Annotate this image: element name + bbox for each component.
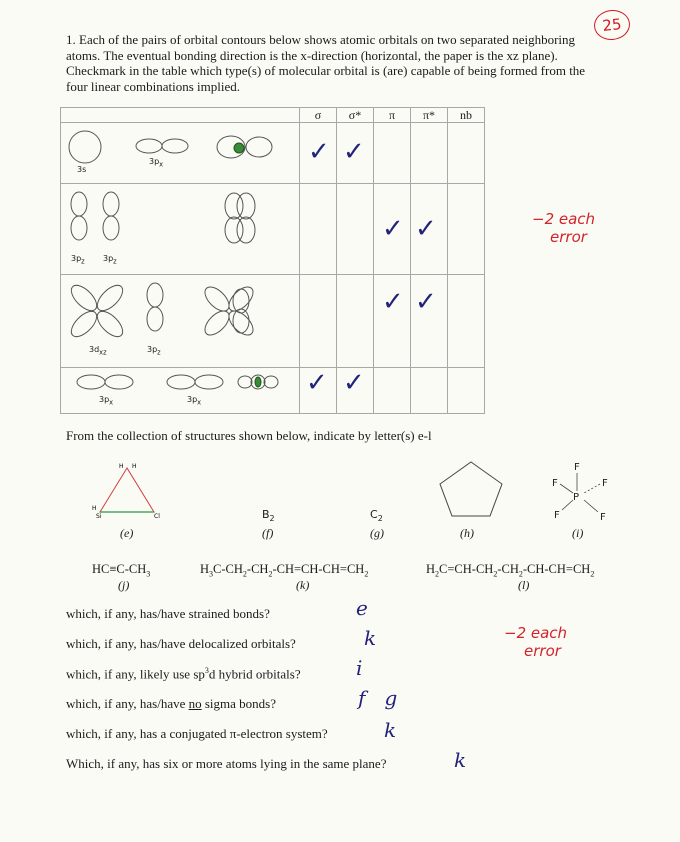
table-row	[61, 368, 485, 414]
structure-k-label: (k)	[296, 578, 310, 592]
header-pi-star: π*	[411, 108, 448, 123]
question-sp3d-hybrid: which, if any, likely use $sp^3d$ hybrid orbitals?	[66, 666, 301, 682]
table-header-blank	[61, 108, 300, 123]
svg-text:H: H	[92, 505, 97, 512]
structure-g-label: (g)	[370, 526, 384, 540]
svg-text:H: H	[132, 463, 137, 470]
structure-f-label: (f)	[262, 526, 274, 540]
question-six-atoms-plane: Which, if any, has six or more atoms lying in the same plane?	[66, 756, 387, 771]
px-px-orbital-diagram	[61, 368, 299, 408]
grading-note: −2 each error	[504, 624, 568, 660]
orbital-diagram-cell	[61, 275, 300, 368]
check-cell[interactable]: ✓	[337, 123, 374, 184]
score-value: 25	[601, 15, 623, 35]
structure-g-formula: $C_2$	[370, 508, 383, 524]
structure-f-formula: $B_2$	[262, 508, 275, 524]
check-cell[interactable]	[374, 368, 411, 414]
question-strained-bonds: which, if any, has/have strained bonds?	[66, 606, 270, 621]
answer-six-atoms-plane: k	[454, 748, 467, 772]
structure-l-formula: $H_2C=CH-CH_2-CH_2-CH-CH=CH_2$	[426, 562, 595, 579]
check-cell[interactable]: ✓	[374, 184, 411, 275]
orbital-label: $3d_{xz}$	[89, 345, 107, 357]
structure-i-pf5	[540, 458, 620, 526]
orbital-label: $3p_x$	[149, 157, 164, 169]
header-sigma-star: σ*	[337, 108, 374, 123]
question-1-text	[66, 32, 606, 94]
check-cell[interactable]	[411, 368, 448, 414]
check-cell[interactable]	[374, 123, 411, 184]
check-cell[interactable]	[448, 184, 485, 275]
question-1-number: 1.	[66, 32, 76, 47]
svg-text:F: F	[600, 512, 606, 523]
header-pi: π	[374, 108, 411, 123]
orbital-diagram-cell	[61, 184, 300, 275]
table-row	[61, 123, 485, 184]
header-nb: nb	[448, 108, 485, 123]
s-px-orbital-diagram	[61, 123, 299, 178]
check-cell[interactable]: ✓	[374, 275, 411, 368]
check-cell[interactable]: ✓	[411, 184, 448, 275]
orbital-label: $3p_z$	[71, 254, 85, 266]
orbital-label: 3s	[77, 165, 87, 174]
table-row	[61, 275, 485, 368]
orbital-label: $3p_z$	[147, 345, 161, 357]
svg-text:F: F	[552, 478, 558, 489]
answer-sp3d-hybrid: i	[356, 656, 363, 680]
check-cell[interactable]	[300, 184, 337, 275]
svg-text:F: F	[602, 478, 608, 489]
question-2-intro: From the collection of structures shown below, indicate by letter(s) e-l	[66, 428, 432, 443]
svg-text:Cl: Cl	[154, 513, 160, 520]
orbital-label: $3p_x$	[187, 395, 202, 407]
structure-e-label: (e)	[120, 526, 134, 540]
question-1-body: Each of the pairs of orbital contours below shows atomic orbitals on two separated neighboring atoms. The eventual bonding direction is the x-direction (horizontal, the paper is the xz plane). Checkmark in the table which type(s) of molecular orbital is (are) capable of being formed from the four linear combinations implied.	[66, 32, 586, 94]
header-sigma: σ	[300, 108, 337, 123]
question-delocalized-orbitals: which, if any, has/have delocalized orbitals?	[66, 636, 296, 651]
table-header-row	[61, 108, 485, 123]
orbital-table	[60, 107, 485, 414]
table-row	[61, 184, 485, 275]
svg-text:Si: Si	[96, 513, 102, 520]
structure-j-label: (j)	[118, 578, 130, 592]
check-cell[interactable]	[337, 184, 374, 275]
answer-no-sigma-bonds: f g	[358, 686, 398, 710]
check-cell[interactable]: ✓	[337, 368, 374, 414]
svg-text:H: H	[119, 463, 124, 470]
structure-h-label: (h)	[460, 526, 474, 540]
check-cell[interactable]	[448, 275, 485, 368]
check-cell[interactable]: ✓	[411, 275, 448, 368]
check-cell[interactable]	[300, 275, 337, 368]
structure-i-label: (i)	[572, 526, 584, 540]
check-cell[interactable]: ✓	[300, 368, 337, 414]
check-cell[interactable]	[448, 368, 485, 414]
structure-l-label: (l)	[518, 578, 530, 592]
answer-delocalized-orbitals: k	[364, 626, 377, 650]
structure-j-formula: $HC\equiv C-CH_3$	[92, 562, 151, 579]
answer-conjugated-pi: k	[384, 718, 397, 742]
pz-pz-orbital-diagram	[61, 184, 299, 269]
svg-text:F: F	[574, 462, 580, 473]
grading-note: −2 each error	[532, 210, 596, 246]
question-no-sigma-bonds: which, if any, has/have no sigma bonds?	[66, 696, 277, 711]
structure-e-triangle	[92, 460, 162, 520]
check-cell[interactable]	[337, 275, 374, 368]
orbital-diagram-cell	[61, 123, 300, 184]
orbital-label: $3p_z$	[103, 254, 117, 266]
question-conjugated-pi: which, if any, has a conjugated π-electron system?	[66, 726, 328, 741]
orbital-diagram-cell	[61, 368, 300, 414]
orbital-label: $3p_x$	[99, 395, 114, 407]
svg-text:P: P	[573, 492, 580, 503]
check-cell[interactable]: ✓	[300, 123, 337, 184]
answer-strained-bonds: e	[356, 596, 368, 620]
structure-k-formula: $H_3C-CH_2-CH_2-CH=CH-CH=CH_2$	[200, 562, 369, 579]
svg-text:F: F	[554, 510, 560, 521]
check-cell[interactable]	[411, 123, 448, 184]
check-cell[interactable]	[448, 123, 485, 184]
structure-h-pentagon	[436, 458, 506, 520]
